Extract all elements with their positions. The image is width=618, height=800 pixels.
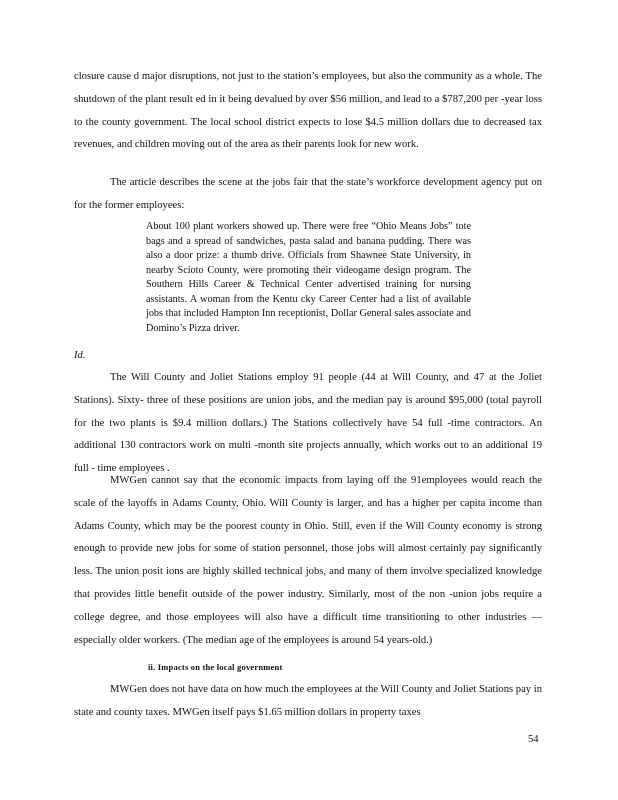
section-subheading: ii. Impacts on the local government bbox=[148, 662, 283, 672]
paragraph-4: MWGen cannot say that the economic impacts from laying off the 91employees would reach the scale of the layoffs in Adams County, Ohio. Will County is larger, and has a higher per capita income than Adams County, which may be the poorest county in Ohio. Still, even if the Will County economy is strong enough to provide new jobs for some of station personnel, those jobs will almost certainly pay significantly less. The union posit ions are highly skilled technical jobs, and many of them involve specialized knowledge that provides little benefit outside of the power industry. Similarly, most of the non -union jobs require a college degree, and those employees will also have a difficult time transitioning to other industries — especially older workers. (The median age of the employees is around 54 years-old.) bbox=[74, 475, 542, 646]
paragraph-5: MWGen does not have data on how much the employees at the Will County and Joliet Stations pay in state and county taxes. MWGen itself pays $1.65 million dollars in property taxes bbox=[74, 684, 542, 718]
page-number: 54 bbox=[528, 734, 539, 745]
paragraph-3: The Will County and Joliet Stations employ 91 people (44 at Will County, and 47 at the Joliet Stations). Sixty- three of these positions are union jobs, and the median pay is around $95,000 (total payroll for the two plants is $9.4 million dollars.) The Stations collectively have 54 full -time contractors. An additional 130 contractors work on multi -month site projects annually, which works out to an additional 19 full - time employees . bbox=[74, 372, 542, 475]
paragraph-1: closure cause d major disruptions, not just to the station’s employees, but also the community as a whole. The shutdown of the plant result ed in it being devalued by over $56 million, and lead to a $787,200 per -year loss to the county government. The local school district expects to lose $4.5 million dollars due to decreased tax revenues, and children moving out of the area as their parents look for new work. bbox=[74, 71, 542, 151]
citation: Id. bbox=[74, 350, 86, 361]
paragraph-2: The article describes the scene at the jobs fair that the state’s workforce development agency put on for the former employees: bbox=[74, 177, 542, 211]
block-quote: About 100 plant workers showed up. There were free “Ohio Means Jobs” tote bags and a spread of sandwiches, pasta salad and banana pudding. There was also a door prize: a thumb drive. Officials from Shawnee State University, in nearby Scioto County, were promoting their videogame design program. The Southern Hills Career & Technical Center advertised training for nursing assistants. A woman from the Kentu cky Career Center had a list of available jobs that included Hampton Inn receptionist, Dollar General sales associate and Domino’s Pizza driver. bbox=[146, 221, 471, 334]
